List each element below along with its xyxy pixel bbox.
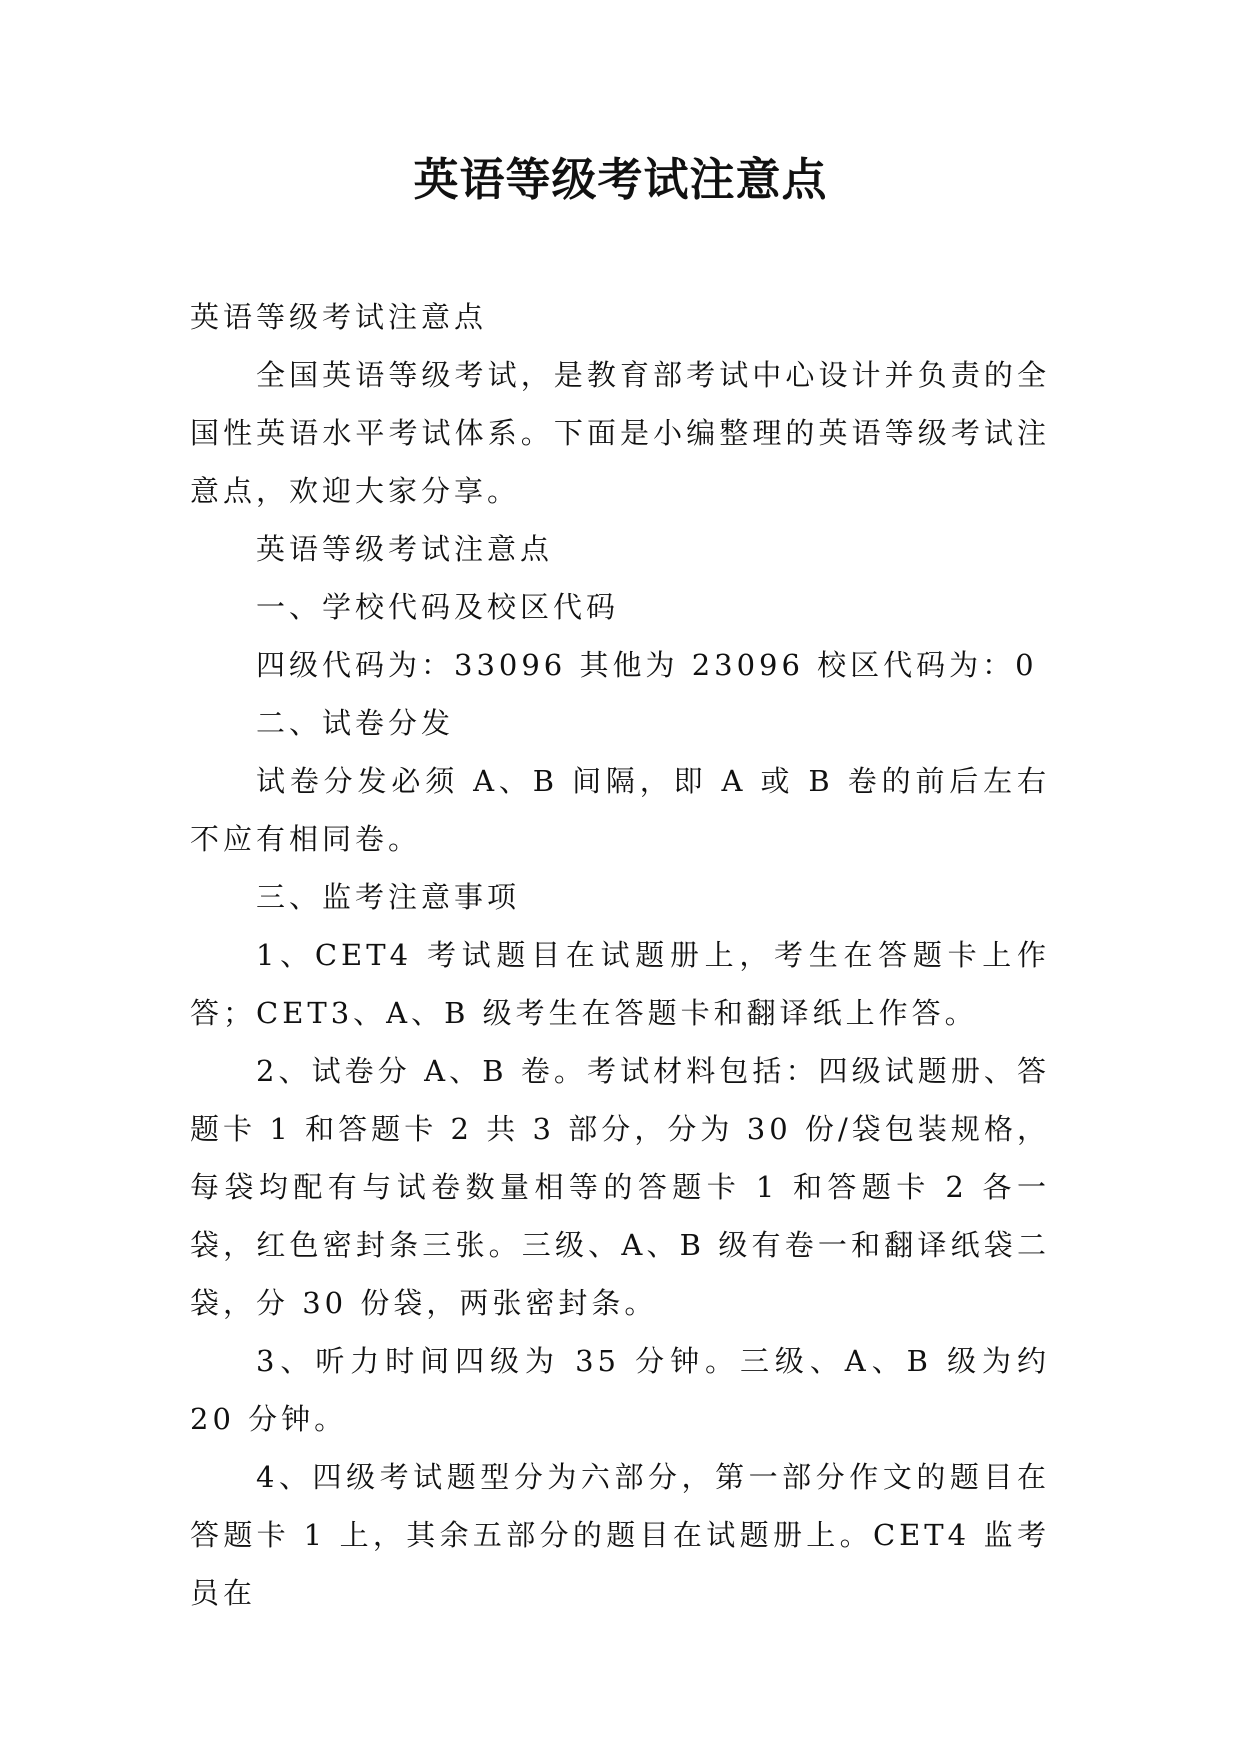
paragraph-note-1: 1、CET4 考试题目在试题册上，考生在答题卡上作答；CET3、A、B 级考生在答题卡和翻译纸上作答。 [190,938,1050,1030]
paragraph-distribution: 试卷分发必须 A、B 间隔，即 A 或 B 卷的前后左右不应有相同卷。 [190,764,1050,856]
document-title: 英语等级考试注意点 [413,153,828,206]
paragraph-note-3: 3、听力时间四级为 35 分钟。三级、A、B 级为约 20 分钟。 [190,1344,1050,1436]
section-heading-school-code: 一、学校代码及校区代码 [256,590,620,624]
paragraph-subheading: 英语等级考试注意点 [256,532,554,566]
section-heading-proctor-notes: 三、监考注意事项 [256,880,521,914]
paragraph-heading: 英语等级考试注意点 [190,300,488,334]
paragraph-note-2: 2、试卷分 A、B 卷。考试材料包括：四级试题册、答题卡 1 和答题卡 2 共 3 部分，分为 30 份/袋包装规格，每袋均配有与试卷数量相等的答题卡 1 和答题卡 2 各一袋，红色密封条三张。三级、A、B 级有卷一和翻译纸袋二袋，分 30 份袋，两张密封条。 [190,1054,1050,1320]
paragraph-intro: 全国英语等级考试，是教育部考试中心设计并负责的全国性英语水平考试体系。下面是小编整理的英语等级考试注意点，欢迎大家分享。 [190,358,1050,508]
document-body [190,288,1050,1622]
section-heading-paper-distribution: 二、试卷分发 [256,706,455,740]
paragraph-codes: 四级代码为：33096 其他为 23096 校区代码为：0 [256,648,1038,682]
paragraph-note-4: 4、四级考试题型分为六部分，第一部分作文的题目在答题卡 1 上，其余五部分的题目在试题册上。CET4 监考员在 [190,1460,1050,1610]
